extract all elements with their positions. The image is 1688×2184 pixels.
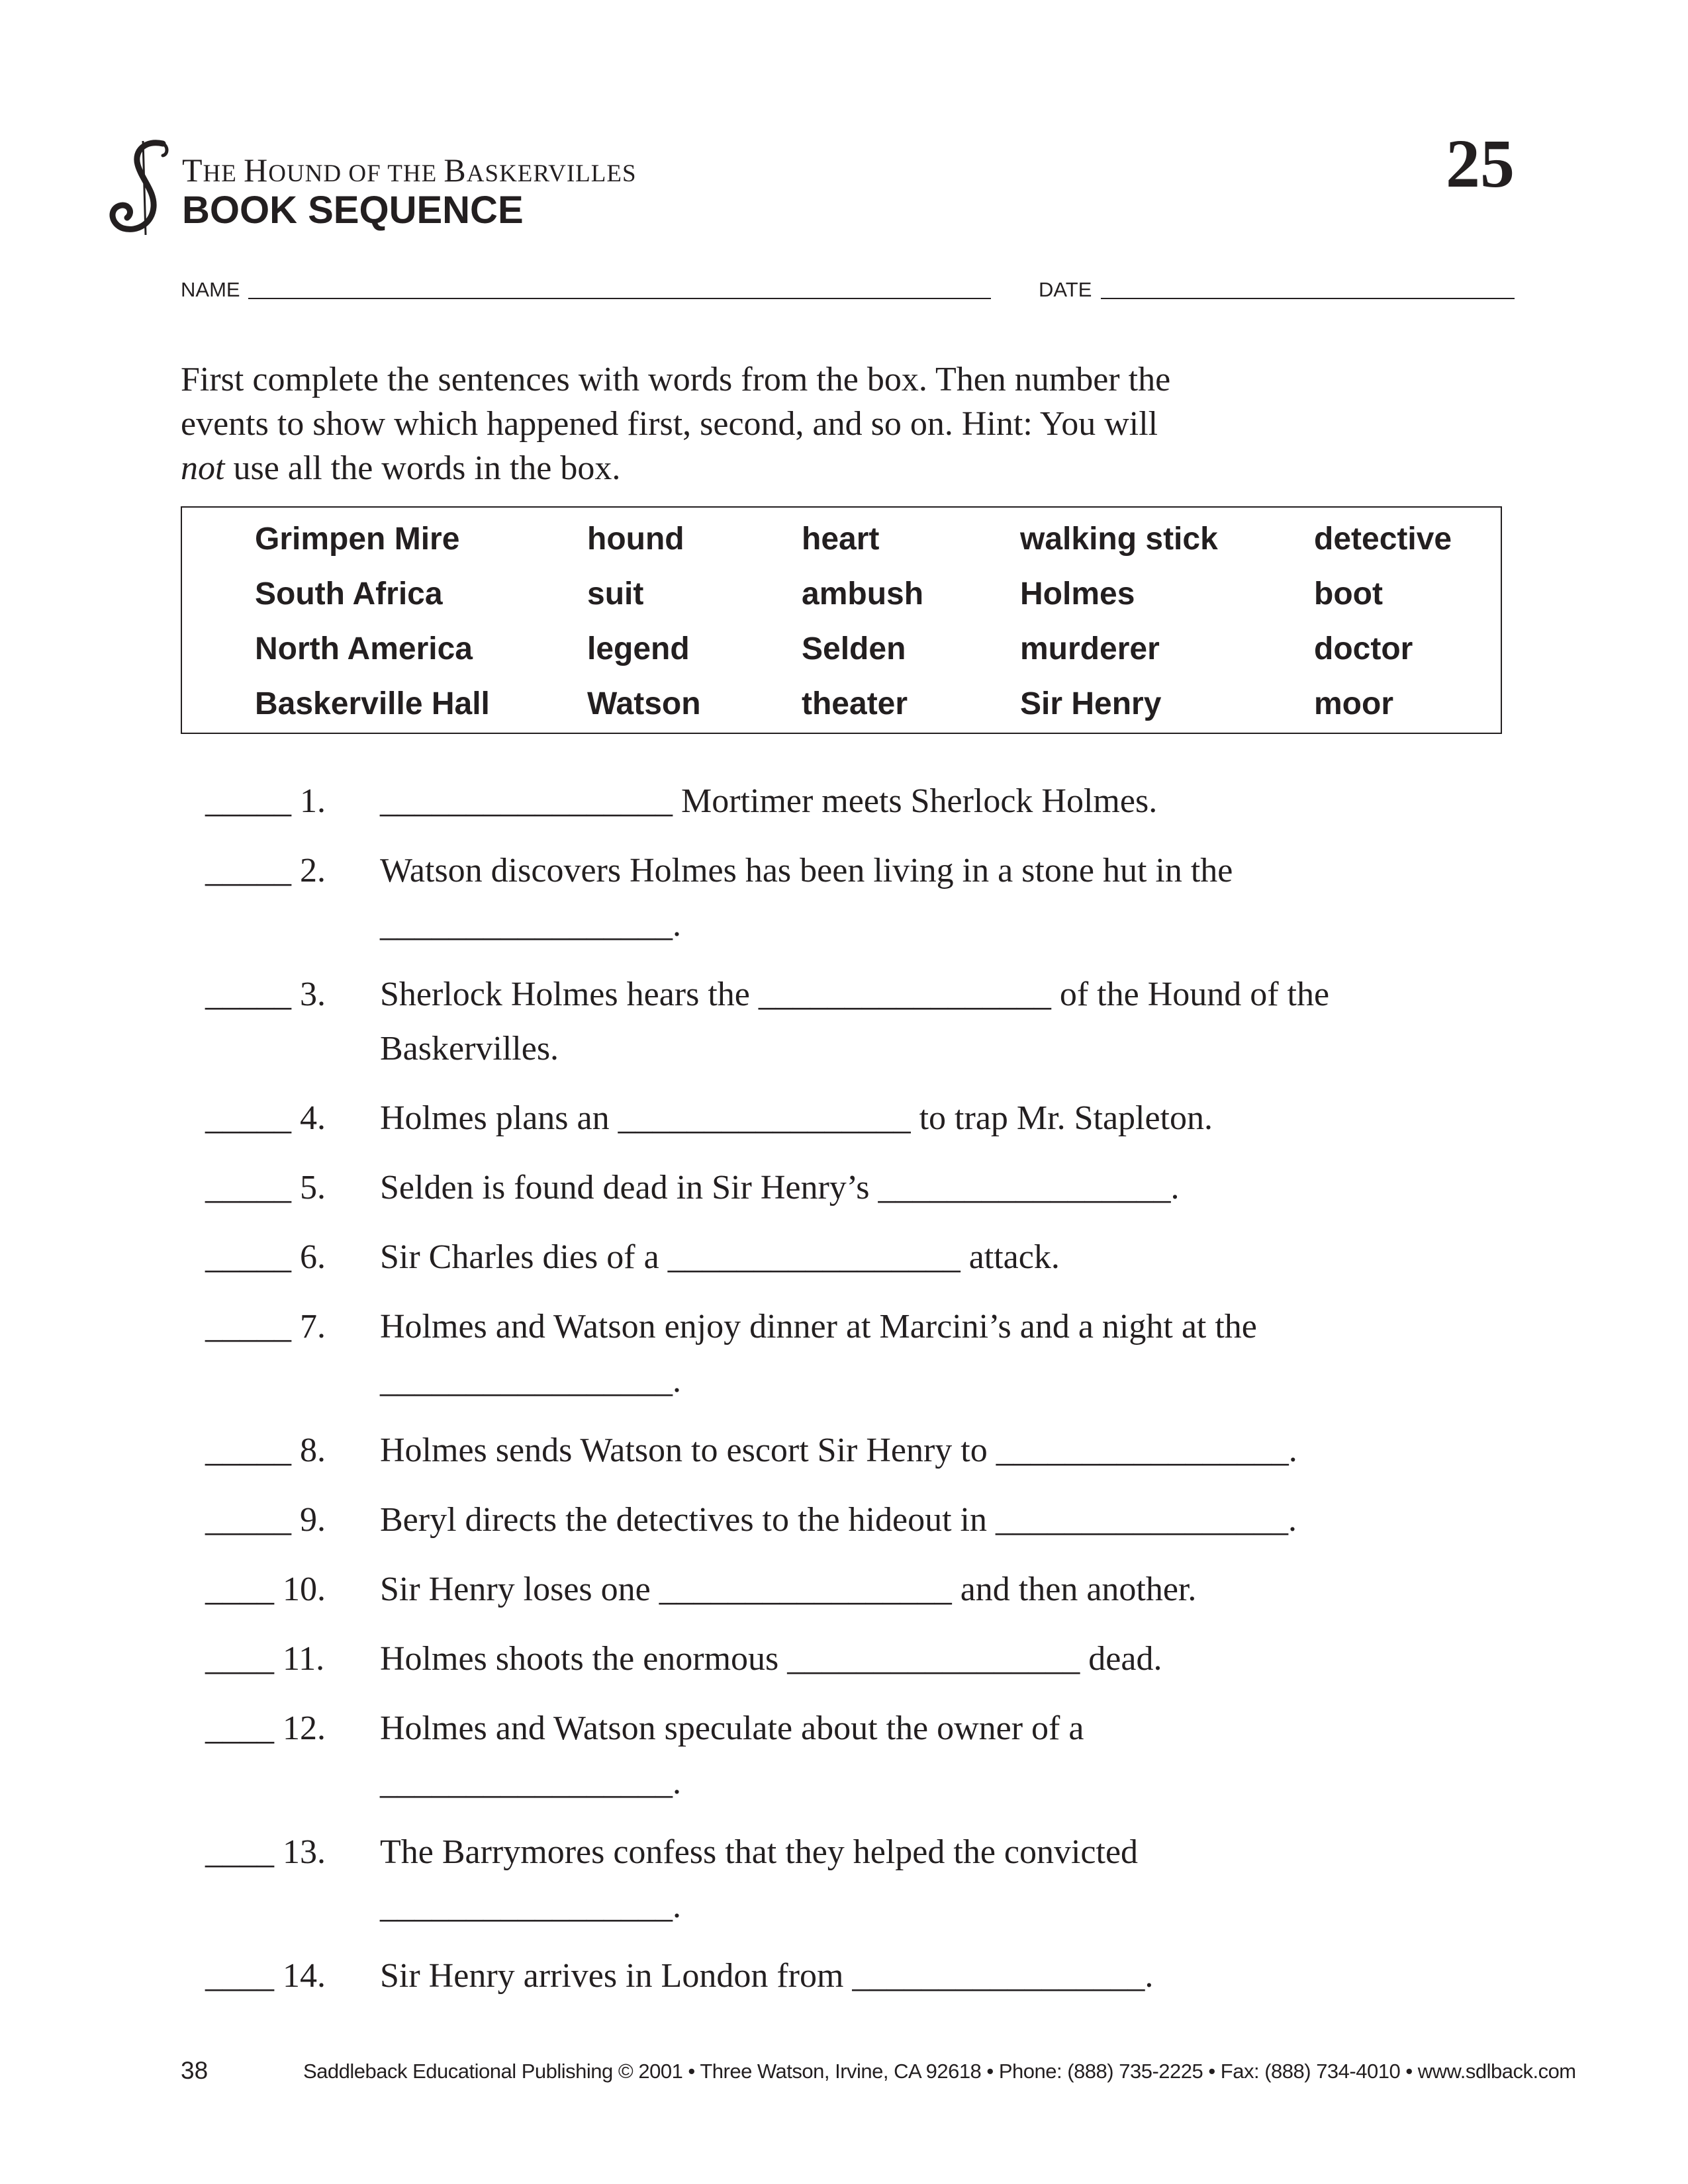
event-text[interactable]: Selden is found dead in Sir Henry’s _________________. — [380, 1169, 1180, 1206]
word-item: suit — [587, 576, 644, 612]
footer-publisher: Saddleback Educational Publishing © 2001 • Three Watson, Irvine, CA 92618 • Phone: (888) 735-2225 • Fax: (888) 734-4010 • www.sdlback.com — [303, 2060, 1576, 2083]
word-box — [181, 506, 1502, 734]
series-title-cap: T — [182, 152, 203, 189]
footer-page-number: 38 — [181, 2057, 209, 2084]
event-text[interactable]: Sir Henry arrives in London from _________________. — [380, 1957, 1154, 1995]
event-item — [205, 968, 1529, 1076]
event-text[interactable]: Sir Henry loses one _________________ and then another. — [380, 1570, 1197, 1608]
event-number[interactable]: ____ 13. — [205, 1833, 326, 1871]
word-item: Sir Henry — [1020, 686, 1162, 721]
series-title-cap: B — [444, 152, 467, 189]
event-item — [205, 1230, 1529, 1285]
word-item: boot — [1314, 576, 1383, 612]
series-title-part: OUND OF THE — [268, 160, 444, 187]
event-number[interactable]: ____ 14. — [205, 1957, 326, 1995]
word-item: Grimpen Mire — [255, 522, 460, 557]
word-item: Holmes — [1020, 576, 1135, 612]
series-title-part: HE — [203, 160, 244, 187]
word-item: walking stick — [1020, 522, 1218, 557]
event-number[interactable]: ____ 11. — [205, 1640, 325, 1678]
word-item: Watson — [587, 686, 701, 721]
date-label: DATE — [1039, 278, 1092, 301]
event-item — [205, 1632, 1529, 1686]
instructions-text: use all the words in the box. — [224, 449, 621, 487]
word-item: heart — [802, 522, 880, 557]
event-text[interactable]: Holmes plans an _________________ to trap Mr. Stapleton. — [380, 1099, 1213, 1137]
event-number[interactable]: _____ 3. — [205, 976, 326, 1013]
event-text[interactable]: _________________ Mortimer meets Sherlock Holmes. — [380, 782, 1158, 820]
instructions-emphasis: not — [181, 449, 225, 487]
event-number[interactable]: _____ 9. — [205, 1501, 326, 1539]
event-item — [205, 844, 1529, 952]
event-text[interactable]: Watson discovers Holmes has been living in a stone hut in the _________________. — [380, 852, 1233, 944]
event-item — [205, 1091, 1529, 1146]
event-item — [205, 1300, 1529, 1408]
event-item — [205, 1825, 1529, 1934]
event-number[interactable]: _____ 8. — [205, 1432, 326, 1469]
event-text[interactable]: Sir Charles dies of a _________________ attack. — [380, 1238, 1060, 1276]
event-text[interactable]: Sherlock Holmes hears the _________________ of the Hound of the Baskervilles. — [380, 976, 1330, 1068]
event-text[interactable]: Holmes sends Watson to escort Sir Henry to _________________. — [380, 1432, 1297, 1469]
event-number[interactable]: _____ 4. — [205, 1099, 326, 1137]
event-number[interactable]: _____ 7. — [205, 1308, 326, 1345]
name-label: NAME — [181, 278, 240, 301]
word-item: hound — [587, 522, 684, 557]
event-item — [205, 1424, 1529, 1478]
saddleback-logo-icon — [99, 136, 185, 242]
instructions — [181, 357, 1438, 490]
event-number[interactable]: ____ 10. — [205, 1570, 326, 1608]
word-item: South Africa — [255, 576, 443, 612]
date-field[interactable] — [1101, 298, 1515, 299]
event-text[interactable]: Holmes and Watson enjoy dinner at Marcini’s and a night at the _________________. — [380, 1308, 1257, 1400]
event-number[interactable]: _____ 6. — [205, 1238, 326, 1276]
event-text[interactable]: Holmes and Watson speculate about the owner of a _________________. — [380, 1709, 1084, 1801]
word-item: murderer — [1020, 631, 1160, 666]
word-item: doctor — [1314, 631, 1413, 666]
event-text[interactable]: The Barrymores confess that they helped the convicted _________________. — [380, 1833, 1139, 1925]
series-title — [182, 151, 637, 189]
event-number[interactable]: _____ 2. — [205, 852, 326, 889]
name-field[interactable] — [248, 298, 991, 299]
event-number[interactable]: _____ 5. — [205, 1169, 326, 1206]
event-text[interactable]: Holmes shoots the enormous _________________ dead. — [380, 1640, 1162, 1678]
series-title-part: ASKERVILLES — [466, 160, 637, 187]
word-item: North America — [255, 631, 473, 666]
event-item — [205, 1949, 1529, 2003]
instructions-line: First complete the sentences with words from the box. Then number the — [181, 361, 1171, 398]
event-list — [205, 774, 1529, 2019]
instructions-line — [181, 446, 1438, 490]
word-item: Baskerville Hall — [255, 686, 490, 721]
event-item — [205, 1563, 1529, 1617]
event-item — [205, 1702, 1529, 1810]
word-item: ambush — [802, 576, 924, 612]
word-item: theater — [802, 686, 908, 721]
event-item — [205, 1493, 1529, 1547]
word-item: detective — [1314, 522, 1452, 557]
instructions-line: events to show which happened first, second, and so on. Hint: You will — [181, 405, 1158, 443]
event-text[interactable]: Beryl directs the detectives to the hideout in _________________. — [380, 1501, 1297, 1539]
event-number[interactable]: ____ 12. — [205, 1709, 326, 1747]
worksheet-title: BOOK SEQUENCE — [182, 189, 524, 232]
word-item: Selden — [802, 631, 906, 666]
series-title-cap: H — [244, 152, 269, 189]
word-item: legend — [587, 631, 690, 666]
event-item — [205, 1161, 1529, 1215]
worksheet-number: 25 — [1446, 126, 1515, 202]
word-item: moor — [1314, 686, 1393, 721]
event-number[interactable]: _____ 1. — [205, 782, 326, 820]
event-item — [205, 774, 1529, 829]
